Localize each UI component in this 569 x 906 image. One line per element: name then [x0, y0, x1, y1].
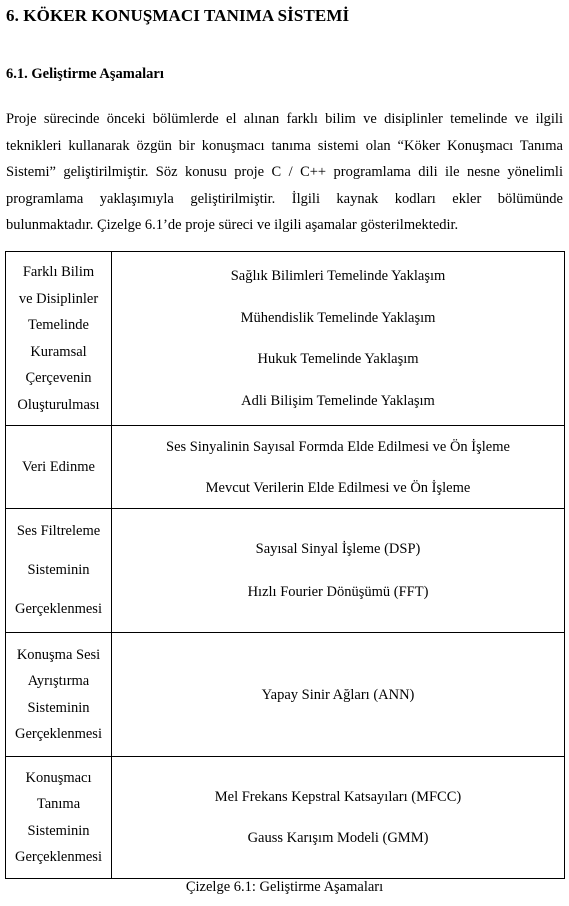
stage-cell	[6, 426, 112, 509]
stage-line: Gerçeklenmesi	[15, 849, 102, 865]
stage-cell	[6, 252, 112, 426]
method-item: Hukuk Temelinde Yaklaşım	[257, 351, 419, 368]
method-cell	[112, 509, 565, 633]
method-item: Mevcut Verilerin Elde Edilmesi ve Ön İşleme	[205, 479, 471, 496]
method-cell	[112, 633, 565, 757]
stage-line: Ayrıştırma	[27, 673, 90, 689]
method-item: Yapay Sinir Ağları (ANN)	[261, 686, 415, 703]
method-item: Mel Frekans Kepstral Katsayıları (MFCC)	[214, 789, 462, 805]
table-row	[6, 509, 565, 633]
method-item: Sağlık Bilimleri Temelinde Yaklaşım	[230, 268, 446, 285]
stage-line: Gerçeklenmesi	[15, 601, 102, 617]
table-row	[6, 252, 565, 426]
table-row	[6, 633, 565, 757]
method-item: Adli Bilişim Temelinde Yaklaşım	[241, 392, 435, 409]
method-item: Hızlı Fourier Dönüşümü (FFT)	[247, 584, 429, 601]
stage-line: Konuşmacı	[25, 769, 92, 786]
stage-line: Kuramsal	[30, 343, 87, 360]
stage-line: Sisteminin	[27, 699, 90, 716]
method-cell	[112, 426, 565, 509]
method-item: Gauss Karışım Modeli (GMM)	[247, 830, 429, 846]
development-stages-table	[5, 251, 565, 879]
stage-line: Tanıma	[36, 796, 81, 812]
method-item: Sayısal Sinyal İşleme (DSP)	[255, 540, 421, 557]
method-item: Mühendislik Temelinde Yaklaşım	[240, 309, 436, 326]
stage-line: Veri Edinme	[22, 458, 95, 475]
stage-line: Ses Filtreleme	[16, 523, 101, 539]
stage-line: Gerçeklenmesi	[15, 726, 102, 742]
stage-line: Konuşma Sesi	[16, 646, 101, 663]
table-row	[6, 426, 565, 509]
table-row	[6, 757, 565, 879]
stage-line: Farklı Bilim	[22, 264, 95, 280]
method-cell	[112, 252, 565, 426]
stage-line: Temelinde	[28, 317, 89, 333]
stage-line: Sisteminin	[27, 562, 90, 578]
stage-cell	[6, 633, 112, 757]
method-cell	[112, 757, 565, 879]
stage-line: Çerçevenin	[25, 370, 92, 386]
intro-paragraph: Proje sürecinde önceki bölümlerde el alınan farklı bilim ve disiplinler temelinde ve ilgili teknikleri kullanarak özgün bir konuşmacı tanıma sistemi olan “Köker Konuşmacı Tanıma Sistemi” geliştirilmiştir. Söz konusu proje C / C++ programlama dili ile nesne yönelimli programlama yaklaşımıyla geliştirilmiştir. İlgili kaynak kodları ekler bölümünde bulunmaktadır. Çizelge 6.1’de proje süreci ve ilgili aşamalar gösterilmektedir.	[6, 111, 563, 234]
method-item: Ses Sinyalinin Sayısal Formda Elde Edilmesi ve Ön İşleme	[166, 438, 510, 455]
chapter-title: 6. KÖKER KONUŞMACI TANIMA SİSTEMİ	[6, 6, 350, 25]
stage-cell	[6, 757, 112, 879]
table-caption: Çizelge 6.1: Geliştirme Aşamaları	[185, 879, 384, 895]
section-title: 6.1. Geliştirme Aşamaları	[6, 66, 164, 82]
stage-cell	[6, 509, 112, 633]
stage-line: ve Disiplinler	[18, 290, 99, 307]
stage-line: Sisteminin	[27, 822, 90, 839]
stage-line: Oluşturulması	[17, 396, 100, 413]
